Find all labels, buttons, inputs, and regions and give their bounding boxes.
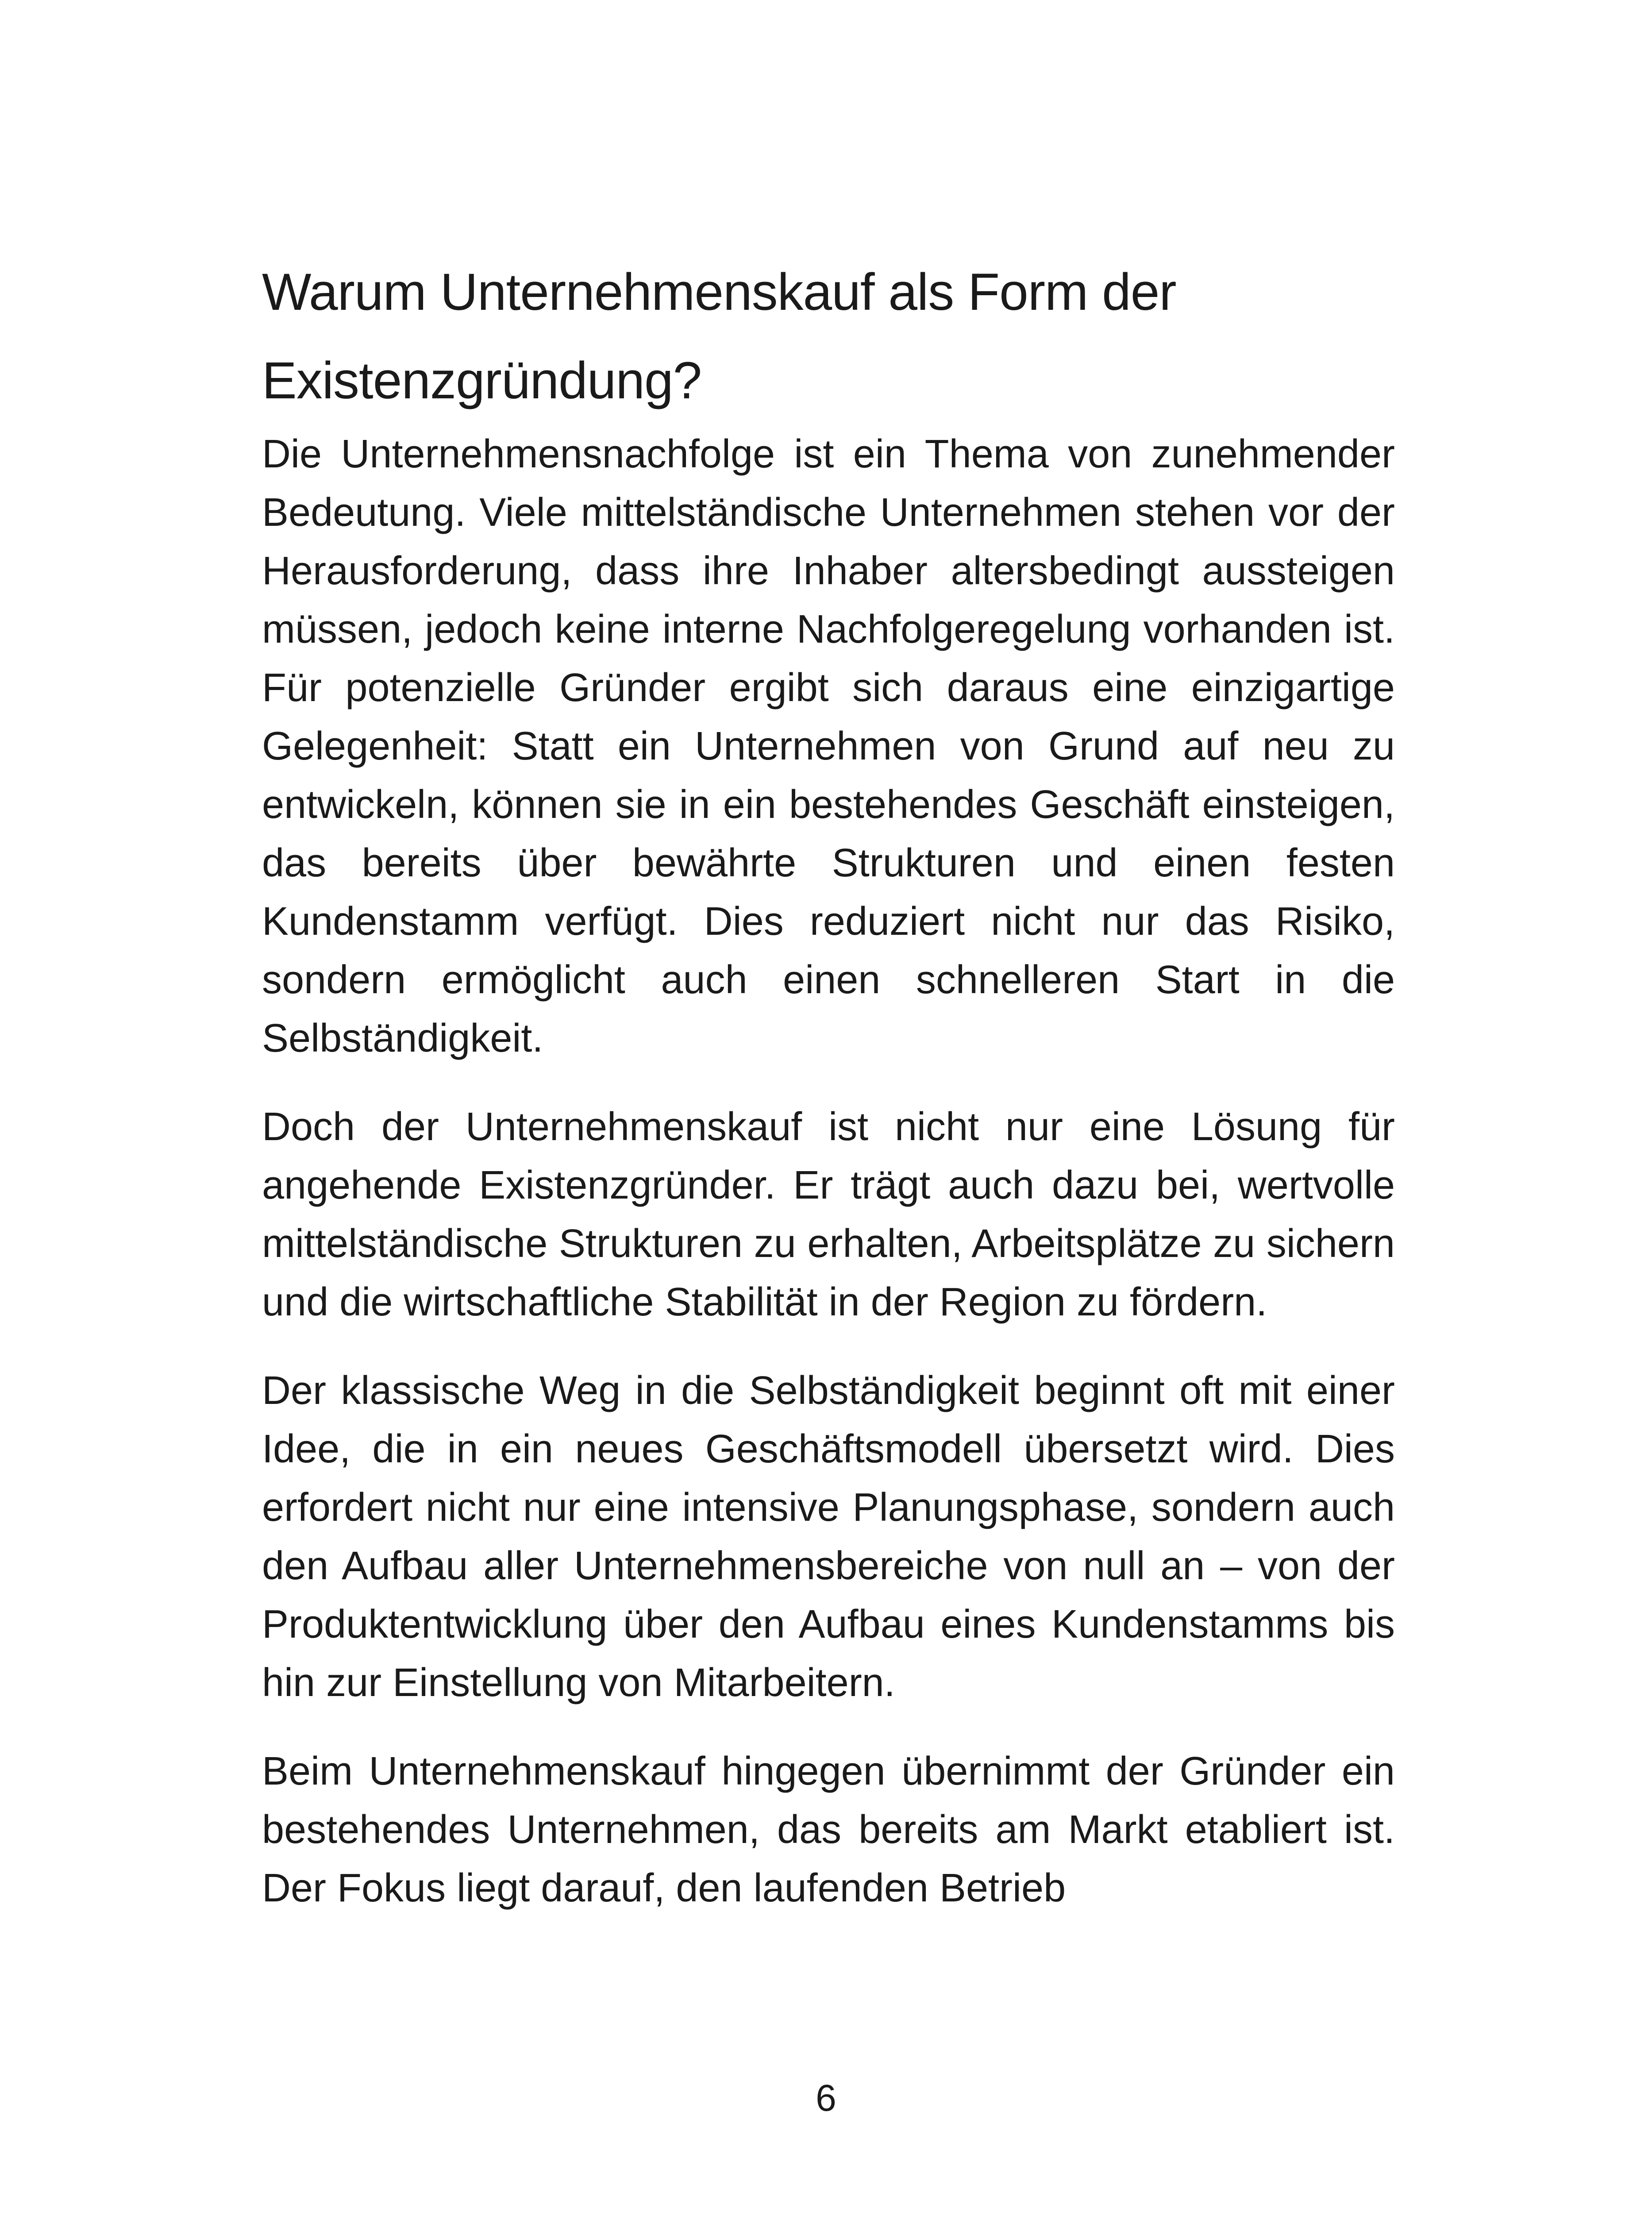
page-content: [262, 248, 1395, 1947]
paragraph-4: Beim Unternehmenskauf hingegen übernimmt der Gründer ein bestehendes Unternehmen, das bereits am Markt etabliert ist. Der Fokus liegt darauf, den laufenden Betrieb: [262, 1749, 1395, 1910]
section-heading: Warum Unternehmenskauf als Form der Existenzgründung?: [262, 263, 1176, 410]
paragraph-3: Der klassische Weg in die Selbständigkeit beginnt oft mit einer Idee, die in ein neues Geschäftsmodell übersetzt wird. Dies erfordert nicht nur eine intensive Planungsphase, sondern auch den Aufbau aller Unternehmensbereiche von null an – von der Produktentwicklung über den Aufbau eines Kundenstamms bis hin zur Einstellung von Mitarbeitern.: [262, 1369, 1395, 1705]
paragraph-1: Die Unternehmensnachfolge ist ein Thema von zunehmender Bedeutung. Viele mittelständische Unternehmen stehen vor der Herausforderung, dass ihre Inhaber altersbedingt aussteigen müssen, jedoch keine interne Nachfolgeregelung vorhanden ist. Für potenzielle Gründer ergibt sich daraus eine einzigartige Gelegenheit: Statt ein Unternehmen von Grund auf neu zu entwickeln, können sie in ein bestehendes Geschäft einsteigen, das bereits über bewährte Strukturen und einen festen Kundenstamm verfügt. Dies reduziert nicht nur das Risiko, sondern ermöglicht auch einen schnelleren Start in die Selbständigkeit.: [262, 432, 1395, 1060]
paragraph-2: Doch der Unternehmenskauf ist nicht nur eine Lösung für angehende Existenzgründer. Er trägt auch dazu bei, wertvolle mittelständische Strukturen zu erhalten, Arbeitsplätze zu sichern und die wirtschaftliche Stabilität in der Region zu fördern.: [262, 1105, 1395, 1324]
page-number: 6: [816, 2077, 836, 2119]
